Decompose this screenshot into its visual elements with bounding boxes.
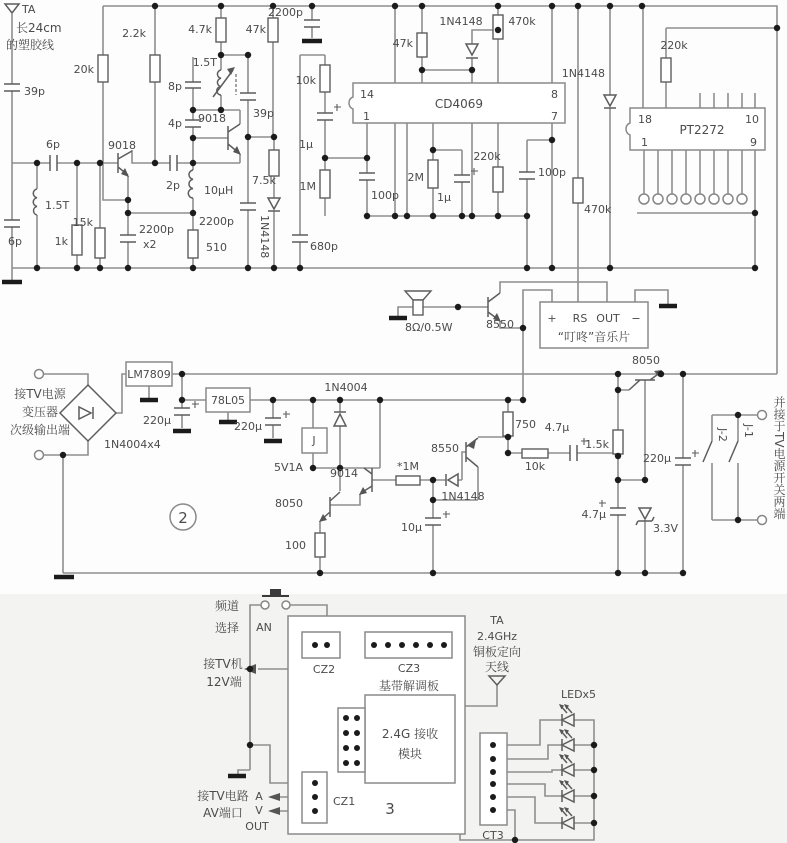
label-c100p-b: 100p bbox=[538, 166, 566, 179]
label-r4k7: 4.7k bbox=[188, 23, 212, 36]
label-r1m: 1M bbox=[299, 180, 316, 193]
address-pin-terminals bbox=[639, 194, 747, 204]
label-j1: J-1 bbox=[742, 424, 755, 438]
label-av1: 接TV电路 bbox=[197, 789, 249, 803]
label-r1m-b: *1M bbox=[397, 460, 419, 473]
label-ic1: CD4069 bbox=[434, 97, 484, 111]
label-r10k-b: 10k bbox=[524, 460, 546, 473]
label-ta: TA bbox=[22, 3, 36, 16]
label-c6p-shunt: 6p bbox=[8, 235, 22, 248]
label-c1u-a: 1μ bbox=[299, 138, 313, 151]
label-r510: 510 bbox=[206, 241, 227, 254]
label-board: 基带解调板 bbox=[378, 679, 440, 693]
label-r7k5: 7.5k bbox=[252, 174, 276, 187]
label-ic2-pin10: 10 bbox=[745, 113, 759, 126]
label-r100: 100 bbox=[285, 539, 306, 552]
label-music-minus: − bbox=[631, 312, 641, 325]
label-music-rs: RS bbox=[572, 312, 588, 325]
label-q6: 8050 bbox=[275, 497, 303, 510]
label-relay-spec: 5V1A bbox=[273, 461, 303, 474]
label-section3-num: 3 bbox=[385, 800, 395, 818]
label-c100p-a: 100p bbox=[371, 189, 399, 202]
label-src2: 变压器 bbox=[21, 405, 59, 419]
label-music-name: “叮咚”音乐片 bbox=[557, 330, 631, 344]
label-c4u7-a: 4.7μ bbox=[544, 421, 570, 434]
label-c4u7-b: 4.7μ bbox=[581, 508, 606, 521]
label-src3: 次级输出端 bbox=[9, 423, 71, 437]
label-ant2: 2.4GHz bbox=[476, 630, 518, 643]
label-q5: 8550 bbox=[431, 442, 459, 455]
label-cz3: CZ3 bbox=[397, 662, 421, 675]
label-music-out: OUT bbox=[596, 312, 620, 325]
label-r220k-a: 220k bbox=[473, 150, 501, 163]
label-ic1-pin7: 7 bbox=[551, 110, 558, 123]
label-c2200p-b: 2200p bbox=[199, 215, 234, 228]
label-j2: J-2 bbox=[716, 428, 729, 442]
label-tv12-2: 12V端 bbox=[206, 675, 242, 689]
label-d2: 1N4148 bbox=[439, 15, 483, 28]
label-q4: 9014 bbox=[330, 467, 358, 480]
label-l15t-b: 1.5T bbox=[192, 56, 217, 69]
label-c220u-a: 220μ bbox=[143, 414, 171, 427]
label-ch2: 选择 bbox=[214, 621, 240, 635]
label-src1: 接TV电源 bbox=[14, 387, 66, 401]
label-section2-num: 2 bbox=[178, 509, 188, 527]
label-c2200p-x2-qty: x2 bbox=[143, 238, 157, 251]
label-c2200p-top: 2200p bbox=[268, 6, 303, 19]
label-l15t-a: 1.5T bbox=[45, 199, 70, 212]
label-r2k2: 2.2k bbox=[122, 27, 146, 40]
label-relay: J bbox=[312, 434, 316, 447]
antenna-icon bbox=[5, 4, 19, 13]
label-c1u-b: 1μ bbox=[437, 191, 451, 204]
label-r47k-a: 47k bbox=[245, 23, 266, 36]
label-pin-a: A bbox=[255, 790, 263, 803]
label-c220u-c: 220μ bbox=[643, 452, 671, 465]
label-d4: 1N4004 bbox=[324, 381, 368, 394]
label-speaker: 8Ω/0.5W bbox=[405, 321, 453, 334]
label-ic1-pin1: 1 bbox=[363, 110, 370, 123]
cz2-connector bbox=[302, 632, 340, 658]
label-ic2-pin9: 9 bbox=[750, 136, 757, 149]
speaker-icon bbox=[405, 291, 431, 315]
label-c39p: 39p bbox=[24, 85, 45, 98]
label-c4p: 4p bbox=[168, 117, 182, 130]
label-c8p: 8p bbox=[168, 80, 182, 93]
label-ic2-pin18: 18 bbox=[638, 113, 652, 126]
label-reg1: LM7809 bbox=[127, 368, 171, 381]
label-d3: 1N4148 bbox=[561, 67, 605, 80]
label-ic1-pin14: 14 bbox=[360, 88, 374, 101]
label-av2: AV端口 bbox=[203, 806, 243, 820]
label-c6p-series: 6p bbox=[46, 138, 60, 151]
label-pin-out: OUT bbox=[245, 820, 269, 833]
label-ant4: 天线 bbox=[484, 660, 510, 674]
label-r20k: 20k bbox=[73, 63, 94, 76]
label-ant3: 铜板定向 bbox=[472, 645, 522, 659]
label-ant-note1: 长24cm bbox=[16, 21, 62, 35]
label-c10u: 10μ bbox=[401, 521, 422, 534]
label-c2200p-x2: 2200p bbox=[139, 223, 174, 236]
label-q2: 9018 bbox=[198, 112, 226, 125]
label-r470k-a: 470k bbox=[508, 15, 536, 28]
label-note: 并接于TV电源开关两端 bbox=[772, 396, 786, 520]
label-r2m: 2M bbox=[407, 171, 424, 184]
label-r10k: 10k bbox=[295, 74, 316, 87]
label-mod1: 2.4G 接收 bbox=[381, 727, 439, 741]
label-btn: AN bbox=[256, 621, 272, 634]
label-mod2: 模块 bbox=[397, 747, 423, 761]
label-c39p-b: 39p bbox=[253, 107, 274, 120]
label-q3: 8550 bbox=[486, 318, 514, 331]
label-music-plus: + bbox=[547, 312, 557, 325]
label-q1: 9018 bbox=[108, 139, 136, 152]
label-r750: 750 bbox=[515, 418, 536, 431]
label-leds: LEDx5 bbox=[561, 688, 597, 701]
label-c220u-b: 220μ bbox=[234, 420, 262, 433]
label-bridge: 1N4004x4 bbox=[104, 438, 161, 451]
label-r1k5: 1.5k bbox=[585, 438, 609, 451]
label-reg2: 78L05 bbox=[210, 394, 246, 407]
label-cz1: CZ1 bbox=[333, 795, 356, 808]
label-dz: 3.3V bbox=[653, 522, 679, 535]
label-r220k-b: 220k bbox=[660, 39, 688, 52]
module-header-connector bbox=[338, 708, 365, 772]
label-l10uh: 10μH bbox=[204, 184, 234, 197]
label-c2p: 2p bbox=[166, 179, 180, 192]
label-d1: 1N4148 bbox=[258, 215, 271, 259]
label-ant1: TA bbox=[490, 614, 504, 627]
label-r1k: 1k bbox=[54, 235, 68, 248]
label-ct3: CT3 bbox=[482, 829, 504, 842]
label-r47k-b: 47k bbox=[392, 37, 413, 50]
label-ic2-pin1: 1 bbox=[641, 136, 648, 149]
label-r470k-b: 470k bbox=[584, 203, 612, 216]
label-cz2: CZ2 bbox=[312, 663, 336, 676]
label-q7: 8050 bbox=[632, 354, 660, 367]
label-c680p: 680p bbox=[310, 240, 338, 253]
label-ant-note2: 的塑胶线 bbox=[6, 38, 55, 52]
label-pin-v: V bbox=[255, 804, 263, 817]
label-d5: 1N4148 bbox=[441, 490, 485, 503]
label-tv12-1: 接TV机 bbox=[203, 657, 243, 671]
cz3-connector bbox=[365, 632, 452, 658]
label-ic2: PT2272 bbox=[679, 123, 725, 137]
label-r15k: 15k bbox=[72, 216, 93, 229]
label-ch1: 频道 bbox=[214, 599, 240, 613]
label-ic1-pin8: 8 bbox=[551, 88, 558, 101]
